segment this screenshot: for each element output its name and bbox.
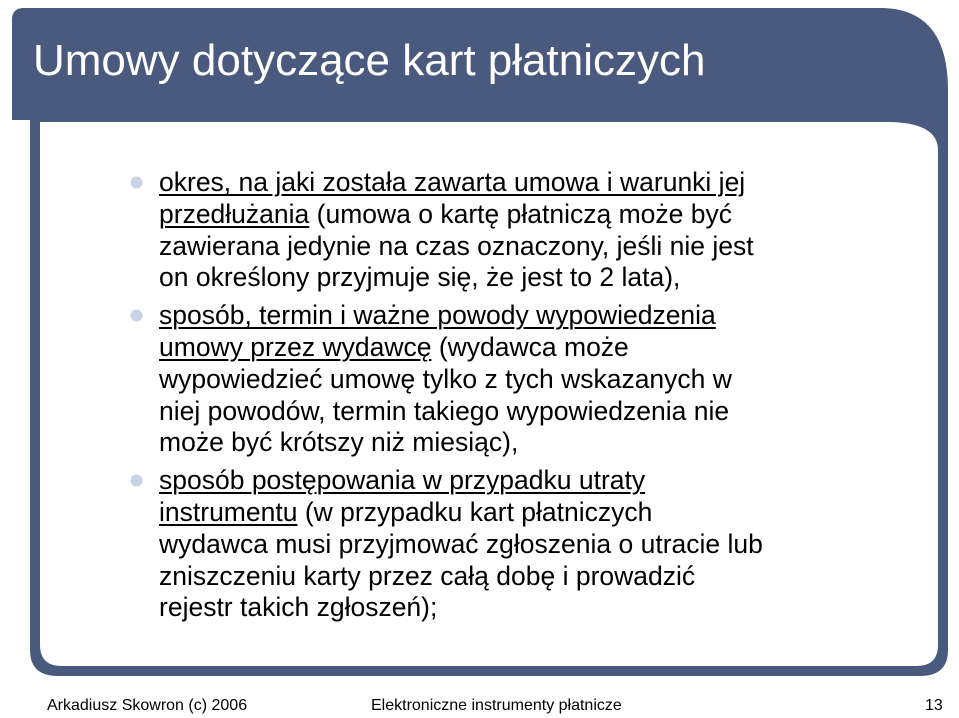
bullet-item <box>130 300 930 459</box>
bullet-dot-icon <box>130 309 143 322</box>
bullet-line <box>159 167 930 199</box>
bullet-text: on określony przyjmuje się, że jest to 2 lata), <box>159 262 681 293</box>
underlined-text: umowy przez wydawcę <box>159 331 432 362</box>
bullet-line <box>159 497 930 529</box>
underlined-text: sposób postępowania w przypadku utraty <box>159 465 646 496</box>
bullet-text: (umowa o kartę płatniczą może być <box>309 198 732 229</box>
bullet-text: wypowiedzieć umowę tylko z tych wskazanych w <box>159 363 732 394</box>
underlined-text: okres, na jaki została zawarta umowa i warunki jej <box>159 167 746 197</box>
footer-page-number: 13 <box>925 697 943 714</box>
bullet-line <box>159 364 930 396</box>
bullet-line <box>159 396 930 428</box>
underlined-text: przedłużania <box>159 198 310 229</box>
bullet-line <box>159 592 930 624</box>
bullet-line <box>159 231 930 263</box>
slide-title: Umowy dotyczące kart płatniczych <box>33 36 706 85</box>
bullet-line <box>159 427 930 459</box>
bullet-dot-icon <box>130 474 143 487</box>
bullet-text: zawierana jedynie na czas oznaczony, jeśli nie jest <box>159 230 754 261</box>
bullet-text: niej powodów, termin takiego wypowiedzenia nie <box>159 395 730 426</box>
footer-course: Elektroniczne instrumenty płatnicze <box>371 697 622 714</box>
bullet-text: (w przypadku kart płatniczych <box>297 496 653 527</box>
bullet-line <box>159 332 930 364</box>
bullet-text: (wydawca może <box>431 331 629 362</box>
underlined-text: sposób, termin i ważne powody wypowiedzenia <box>159 300 716 331</box>
bullet-item <box>130 167 930 294</box>
bullet-line <box>159 300 930 332</box>
bullet-text: rejestr takich zgłoszeń); <box>159 592 438 623</box>
underlined-text: instrumentu <box>159 496 298 527</box>
bullet-line <box>159 199 930 231</box>
bullet-line <box>159 262 930 294</box>
bullet-text: może być krótszy niż miesiąc), <box>159 427 519 458</box>
bullet-list <box>130 167 930 630</box>
bullet-line <box>159 465 930 497</box>
bullet-text: wydawca musi przyjmować zgłoszenia o utracie lub <box>159 528 763 559</box>
bullet-line <box>159 529 930 561</box>
footer-author: Arkadiusz Skowron (c) 2006 <box>47 697 248 714</box>
bullet-item <box>130 465 930 624</box>
bullet-text: zniszczeniu karty przez całą dobę i prowadzić <box>159 560 696 591</box>
bullet-dot-icon <box>130 176 143 189</box>
bullet-line <box>159 561 930 593</box>
